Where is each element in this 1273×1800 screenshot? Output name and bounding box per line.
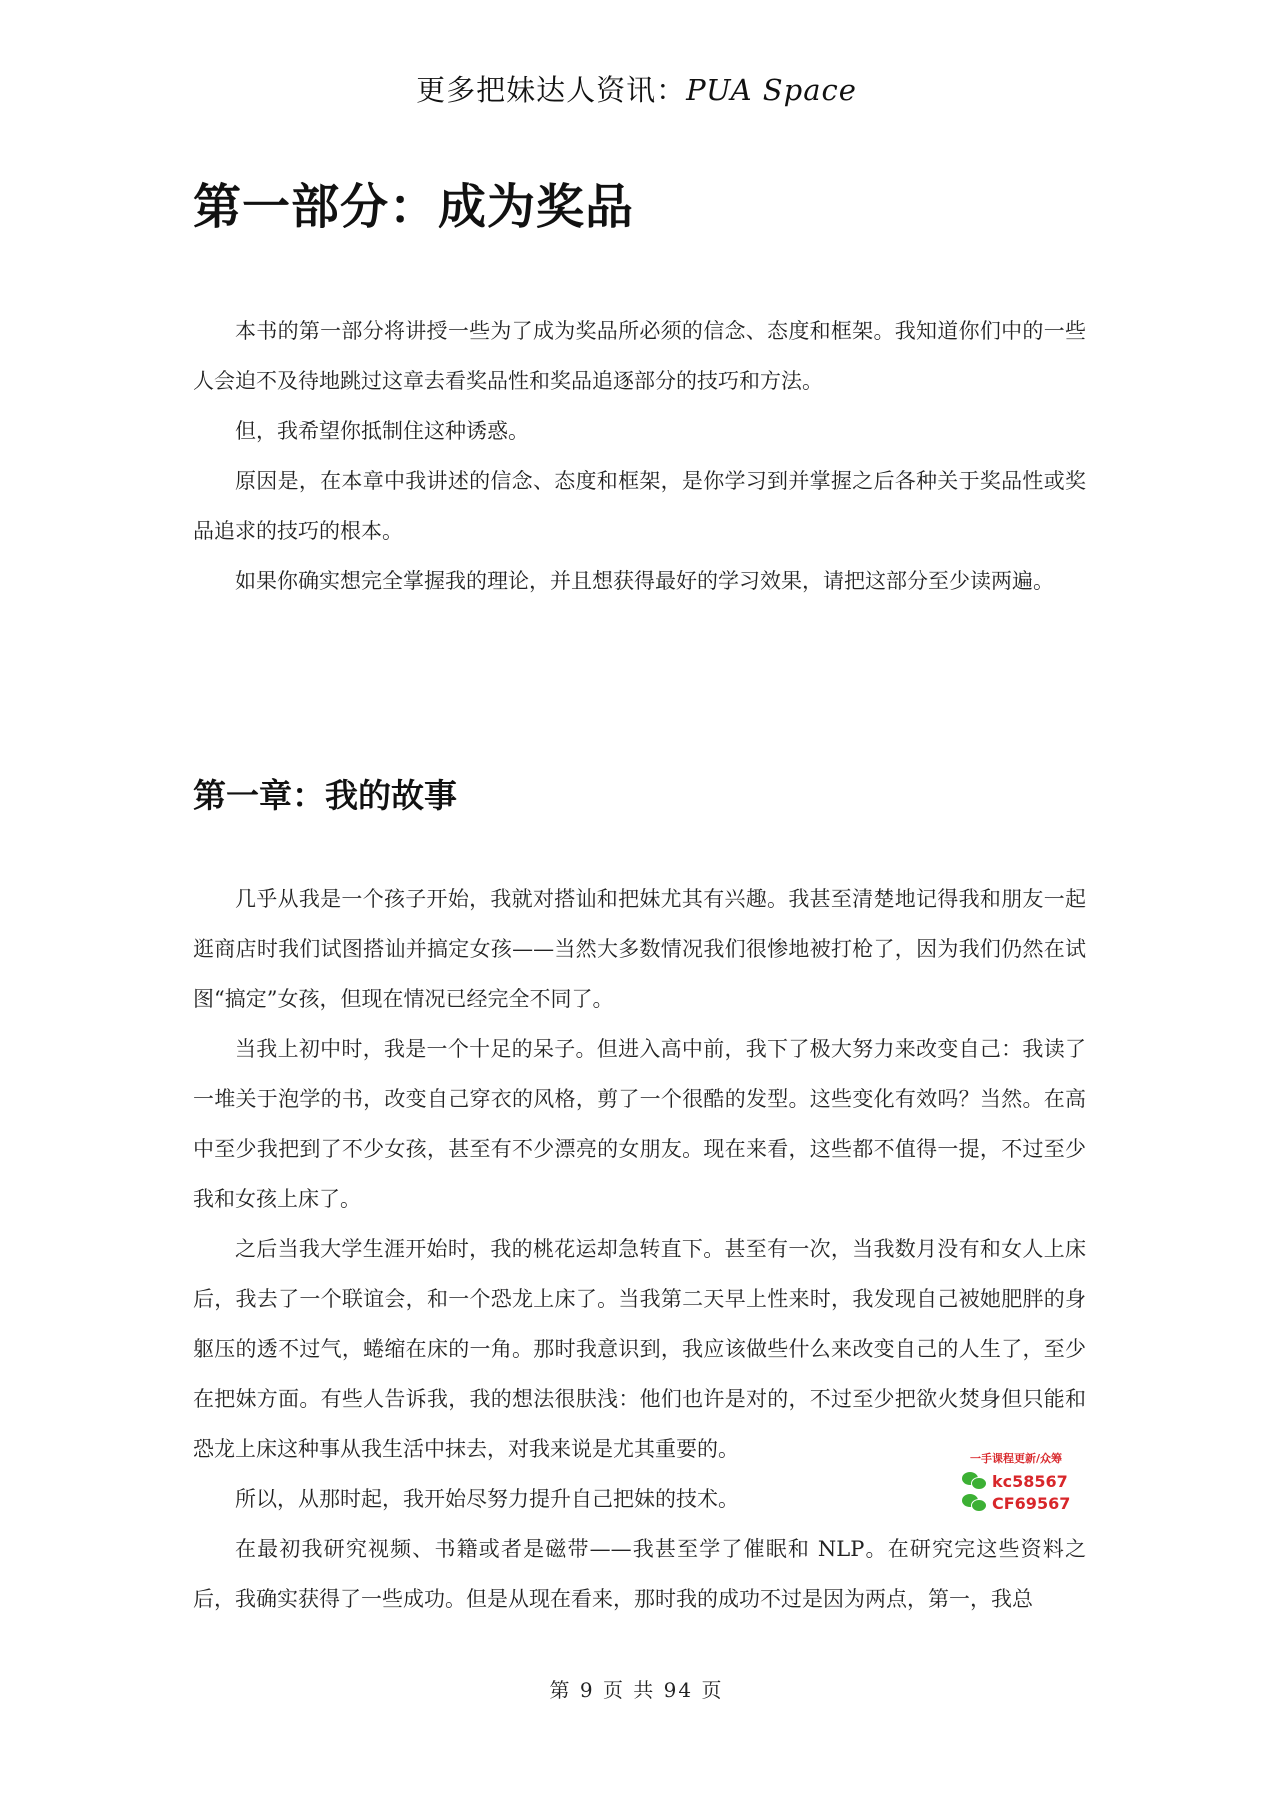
watermark-id: kc58567 xyxy=(992,1471,1068,1491)
part-title: 第一部分：成为奖品 xyxy=(193,179,635,235)
wechat-icon xyxy=(962,1494,986,1512)
wechat-icon xyxy=(962,1472,986,1490)
paragraph: 之后当我大学生涯开始时，我的桃花运却急转直下。甚至有一次，当我数月没有和女人上床后，我去了一个联谊会，和一个恐龙上床了。当我第二天早上性来时，我发现自己被她肥胖的身躯压的透不过气，蜷缩在床的一角。那时我意识到，我应该做些什么来改变自己的人生了，至少在把妹方面。有些人告诉我，我的想法很肤浅：他们也许是对的，不过至少把欲火焚身但只能和恐龙上床这种事从我生活中抹去，对我来说是尤其重要的。 xyxy=(193,1237,1086,1461)
paragraph: 本书的第一部分将讲授一些为了成为奖品所必须的信念、态度和框架。我知道你们中的一些人会迫不及待地跳过这章去看奖品性和奖品追逐部分的技巧和方法。 xyxy=(193,319,1086,393)
page-number: 第 9 页 共 94 页 xyxy=(549,1678,724,1702)
chapter-title: 第一章：我的故事 xyxy=(193,776,457,815)
page-header xyxy=(0,68,1273,109)
header-prefix: 更多把妹达人资讯： xyxy=(416,73,687,107)
paragraph: 原因是，在本章中我讲述的信念、态度和框架，是你学习到并掌握之后各种关于奖品性或奖品追求的技巧的根本。 xyxy=(193,469,1086,543)
watermark-row xyxy=(962,1492,1112,1514)
paragraph: 如果你确实想完全掌握我的理论，并且想获得最好的学习效果，请把这部分至少读两遍。 xyxy=(235,569,1054,593)
part-intro xyxy=(193,306,1086,606)
watermark-row xyxy=(962,1470,1112,1492)
watermark-title: 一手课程更新/众筹 xyxy=(970,1452,1063,1465)
paragraph: 当我上初中时，我是一个十足的呆子。但进入高中前，我下了极大努力来改变自己：我读了一堆关于泡学的书，改变自己穿衣的风格，剪了一个很酷的发型。这些变化有效吗？当然。在高中至少我把到了不少女孩，甚至有不少漂亮的女朋友。现在来看，这些都不值得一提，不过至少我和女孩上床了。 xyxy=(193,1037,1086,1211)
paragraph: 但，我希望你抵制住这种诱惑。 xyxy=(235,419,529,443)
paragraph: 所以，从那时起，我开始尽努力提升自己把妹的技术。 xyxy=(235,1487,739,1511)
watermark xyxy=(962,1450,1112,1514)
paragraph: 几乎从我是一个孩子开始，我就对搭讪和把妹尤其有兴趣。我甚至清楚地记得我和朋友一起逛商店时我们试图搭讪并搞定女孩——当然大多数情况我们很惨地被打枪了，因为我们仍然在试图“搞定”女孩，但现在情况已经完全不同了。 xyxy=(193,887,1086,1011)
chapter-body xyxy=(193,874,1086,1624)
paragraph: 在最初我研究视频、书籍或者是磁带——我甚至学了催眠和 NLP。在研究完这些资料之后，我确实获得了一些成功。但是从现在看来，那时我的成功不过是因为两点，第一，我总 xyxy=(193,1537,1086,1611)
header-brand: PUA Space xyxy=(686,73,857,107)
watermark-id: CF69567 xyxy=(992,1493,1071,1513)
